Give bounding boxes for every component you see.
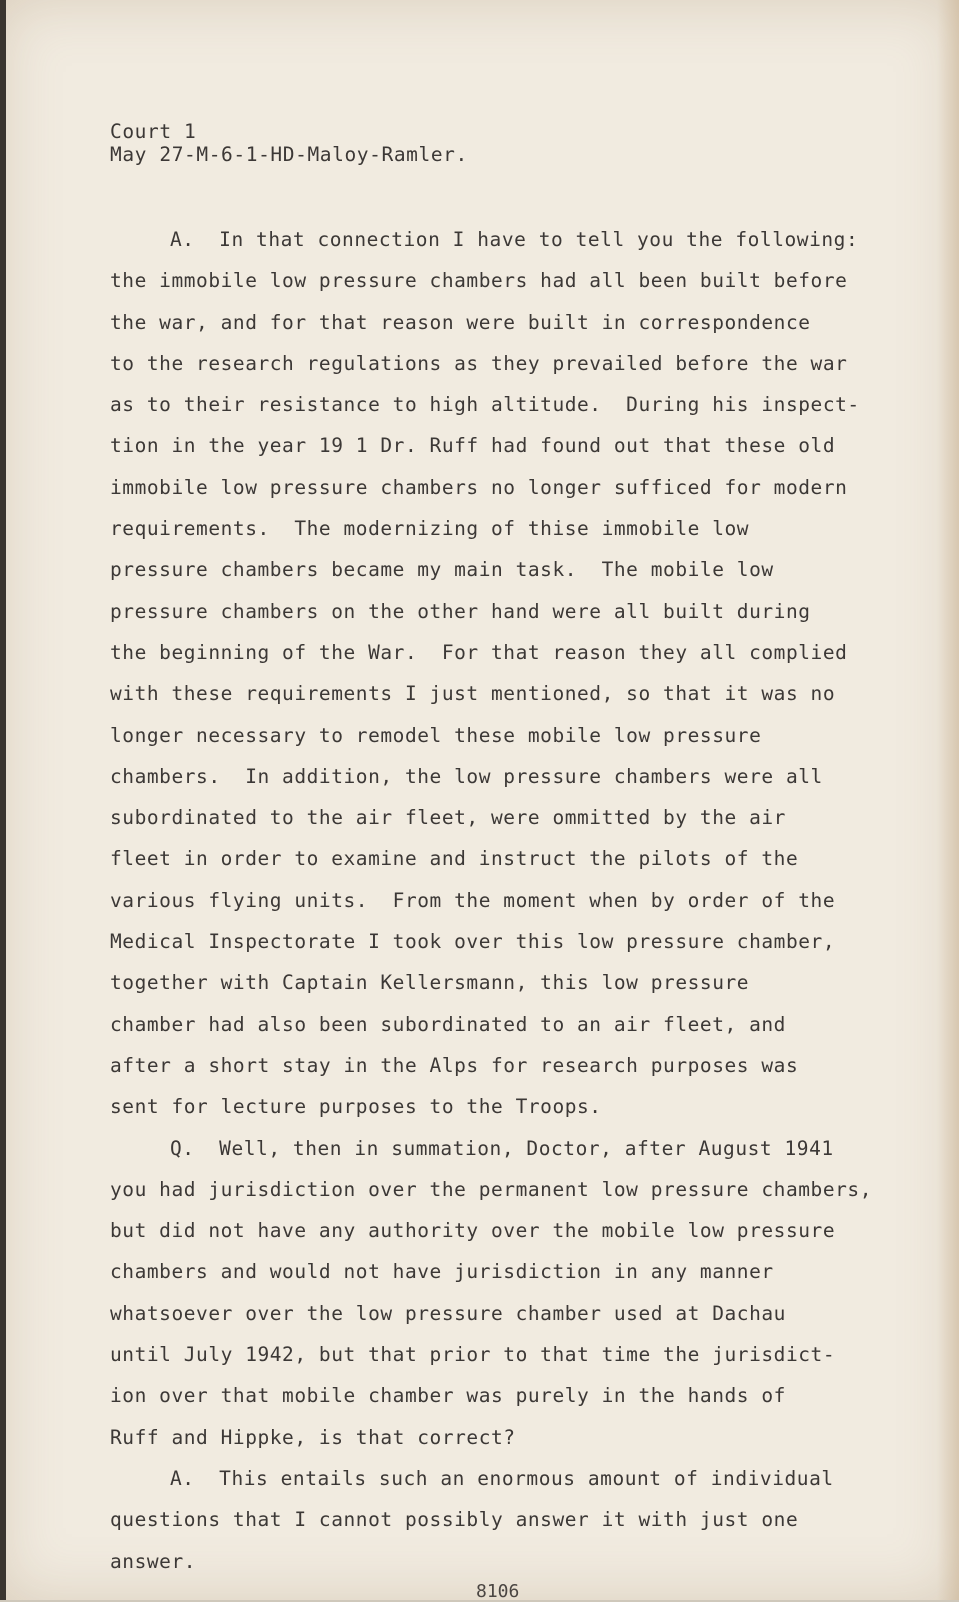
body-line: Ruff and Hippke, is that correct? <box>110 1425 516 1449</box>
body-line: you had jurisdiction over the permanent low pressure chambers, <box>110 1177 872 1201</box>
body-line: chamber had also been subordinated to an air fleet, and <box>110 1012 786 1036</box>
body-line: with these requirements I just mentioned, so that it was no <box>110 682 836 706</box>
page-number: 8106 <box>476 1581 520 1602</box>
body-line: the immobile low pressure chambers had all been built before <box>110 269 848 293</box>
body-line: questions that I cannot possibly answer it with just one <box>110 1508 799 1532</box>
header-court-line: Court 1 <box>110 120 197 143</box>
scan-left-edge <box>0 0 6 1600</box>
body-line: after a short stay in the Alps for research purposes was <box>110 1053 799 1077</box>
body-line: sent for lecture purposes to the Troops. <box>110 1095 602 1119</box>
body-line: the war, and for that reason were built in correspondence <box>110 310 811 334</box>
testimony-body <box>110 219 900 1582</box>
body-line: until July 1942, but that prior to that time the jurisdict- <box>110 1343 836 1367</box>
body-line: Medical Inspectorate I took over this low pressure chamber, <box>110 930 836 954</box>
body-line: but did not have any authority over the mobile low pressure <box>110 1219 836 1243</box>
body-line-answer: A. This entails such an enormous amount of individual <box>170 1466 834 1490</box>
body-line: immobile low pressure chambers no longer sufficed for modern <box>110 475 848 499</box>
body-line: ion over that mobile chamber was purely in the hands of <box>110 1384 786 1408</box>
body-line: chambers and would not have jurisdiction in any manner <box>110 1260 774 1284</box>
body-line: A. In that connection I have to tell you the following: <box>170 228 859 251</box>
body-line: requirements. The modernizing of thise immobile low <box>110 517 750 541</box>
body-line: the beginning of the War. For that reason they all complied <box>110 640 848 664</box>
body-line: longer necessary to remodel these mobile low pressure <box>110 723 762 747</box>
body-line: tion in the year 19 1 Dr. Ruff had found out that these old <box>110 434 836 458</box>
body-line: answer. <box>110 1549 197 1573</box>
body-line: pressure chambers became my main task. The mobile low <box>110 558 774 582</box>
body-line: pressure chambers on the other hand were all built during <box>110 599 811 623</box>
page-right-edge-shading <box>937 0 959 1600</box>
body-line: subordinated to the air fleet, were ommitted by the air <box>110 806 786 830</box>
body-line: to the research regulations as they prevailed before the war <box>110 351 848 375</box>
body-line: together with Captain Kellersmann, this low pressure <box>110 971 750 995</box>
body-line-question: Q. Well, then in summation, Doctor, after August 1941 <box>170 1136 834 1160</box>
header-session-line: May 27-M-6-1-HD-Maloy-Ramler. <box>110 143 468 166</box>
body-line: various flying units. From the moment when by order of the <box>110 888 836 912</box>
body-line: as to their resistance to high altitude. During his inspect- <box>110 393 860 417</box>
body-line: whatsoever over the low pressure chamber used at Dachau <box>110 1301 786 1325</box>
body-line: chambers. In addition, the low pressure chambers were all <box>110 764 823 788</box>
body-line: fleet in order to examine and instruct the pilots of the <box>110 847 799 871</box>
